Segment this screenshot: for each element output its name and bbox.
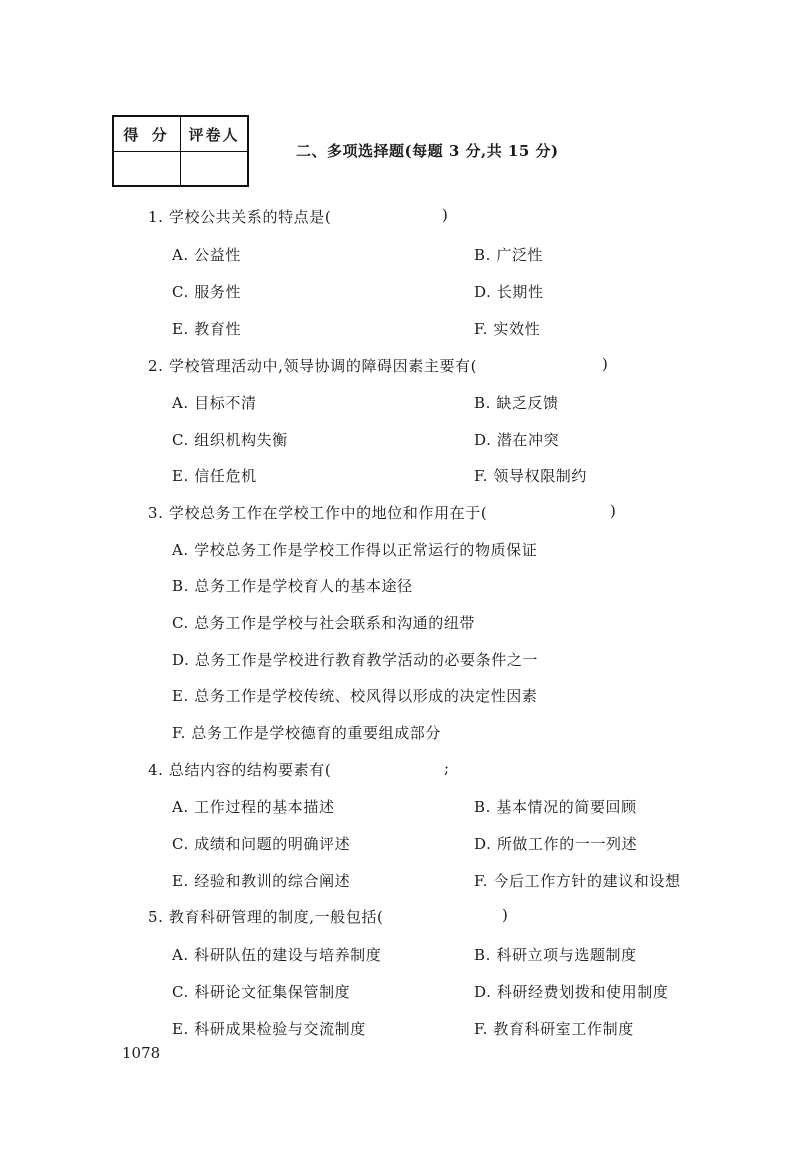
question-1-option-b: B. 广泛性 [474,246,544,264]
grader-header: 评卷人 [181,116,249,152]
page-number: 1078 [122,1044,161,1062]
question-1-option-d: D. 长期性 [474,283,544,301]
question-1-option-f: F. 实效性 [474,320,541,338]
question-2-close: ) [602,355,608,373]
question-3-option-b: B. 总务工作是学校育人的基本途径 [172,577,413,595]
question-3-option-d: D. 总务工作是学校进行教育教学活动的必要条件之一 [172,651,539,669]
question-4-option-e: E. 经验和教训的综合阐述 [172,872,351,890]
score-header: 得 分 [113,116,181,152]
question-1-option-c: C. 服务性 [172,283,242,301]
question-2-stem: 2. 学校管理活动中,领导协调的障碍因素主要有( [148,357,478,375]
question-3-option-a: A. 学校总务工作是学校工作得以正常运行的物质保证 [172,541,538,559]
question-4-option-f: F. 今后工作方针的建议和设想 [474,872,681,890]
grader-cell [181,152,249,187]
question-2-option-b: B. 缺乏反馈 [474,394,559,412]
question-5-option-d: D. 科研经费划拨和使用制度 [474,983,669,1001]
question-3-stem: 3. 学校总务工作在学校工作中的地位和作用在于( [148,504,488,522]
question-1-stem: 1. 学校公共关系的特点是( [148,208,332,226]
question-5-option-a: A. 科研队伍的建设与培养制度 [172,946,382,964]
question-3-option-c: C. 总务工作是学校与社会联系和沟通的纽带 [172,614,476,632]
question-2-option-c: C. 组织机构失衡 [172,431,288,449]
question-5-option-f: F. 教育科研室工作制度 [474,1020,634,1038]
score-table [112,115,249,187]
question-3-option-e: E. 总务工作是学校传统、校风得以形成的决定性因素 [172,687,538,705]
score-cell [113,152,181,187]
question-3-option-f: F. 总务工作是学校德育的重要组成部分 [172,724,442,742]
question-5-option-c: C. 科研论文征集保管制度 [172,983,351,1001]
section-title: 二、多项选择题(每题 3 分,共 15 分) [296,142,559,160]
question-5-option-e: E. 科研成果检验与交流制度 [172,1020,366,1038]
question-4-option-c: C. 成绩和问题的明确评述 [172,835,351,853]
question-2-option-f: F. 领导权限制约 [474,467,588,485]
question-1-option-a: A. 公益性 [172,246,241,264]
question-5-option-b: B. 科研立项与选题制度 [474,946,637,964]
question-4-option-d: D. 所做工作的一一列述 [474,835,638,853]
question-4-close: ; [444,759,450,777]
question-1-option-e: E. 教育性 [172,320,242,338]
question-5-close: ) [502,906,508,924]
question-2-option-e: E. 信任危机 [172,467,257,485]
question-2-option-a: A. 目标不清 [172,394,257,412]
question-2-option-d: D. 潜在冲突 [474,431,560,449]
question-3-close: ) [610,502,616,520]
question-4-stem: 4. 总结内容的结构要素有( [148,761,332,779]
question-5-stem: 5. 教育科研管理的制度,一般包括( [148,908,384,926]
question-4-option-b: B. 基本情况的简要回顾 [474,798,637,816]
question-4-option-a: A. 工作过程的基本描述 [172,798,335,816]
question-1-close: ) [442,206,448,224]
